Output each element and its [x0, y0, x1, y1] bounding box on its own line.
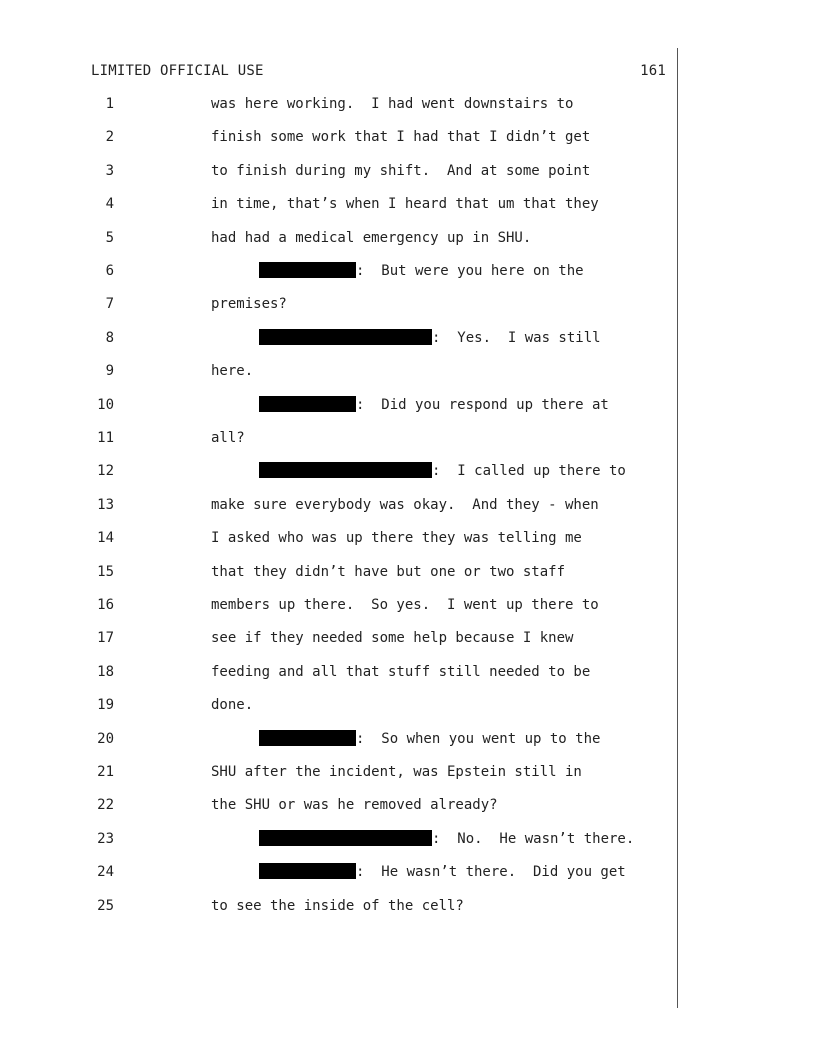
line-text-content: done.: [211, 697, 254, 714]
line-text-content: SHU after the incident, was Epstein still in: [211, 764, 582, 780]
line-text-content: feeding and all that stuff still needed to be: [211, 663, 591, 680]
line-number: 20: [97, 730, 114, 747]
transcript-line: [0, 628, 677, 648]
line-number: 22: [97, 797, 114, 814]
line-text: [211, 896, 464, 916]
line-text-content: members up there. So yes. I went up there to: [211, 597, 599, 613]
transcript-line: [0, 161, 677, 181]
line-number: 25: [97, 897, 114, 914]
line-number: 17: [97, 630, 114, 647]
line-text-content: finish some work that I had that I didn’t get: [211, 129, 591, 146]
transcript-line: [0, 428, 677, 448]
line-text-content: make sure everybody was okay. And they - when: [211, 496, 599, 513]
line-text-content: : Yes. I was still: [432, 329, 601, 346]
right-margin-rule: [677, 48, 678, 1008]
line-number: 16: [97, 597, 114, 613]
line-text-content: premises?: [211, 296, 287, 313]
line-number: 9: [105, 363, 114, 380]
line-text: [259, 461, 626, 481]
line-number: 2: [105, 129, 114, 146]
transcript-line: [0, 361, 677, 381]
line-text-content: : No. He wasn’t there.: [432, 830, 635, 847]
line-number: 18: [97, 663, 114, 680]
line-text-content: the SHU or was he removed already?: [211, 797, 498, 814]
transcript-line: [0, 228, 677, 248]
line-text: [211, 228, 531, 248]
line-text-content: : Did you respond up there at: [356, 396, 609, 413]
line-number: 7: [105, 296, 114, 313]
line-text-content: to finish during my shift. And at some point: [211, 162, 591, 179]
line-text: [259, 395, 609, 415]
line-text-content: : He wasn’t there. Did you get: [356, 864, 626, 881]
line-text: [211, 695, 253, 715]
transcript-line: [0, 294, 677, 314]
line-number: 13: [97, 496, 114, 513]
transcript-line: [0, 562, 677, 582]
line-number: 8: [105, 329, 114, 346]
page-number: 161: [640, 63, 666, 79]
redaction-bar: [259, 863, 356, 879]
redaction-bar: [259, 262, 356, 278]
line-text: [211, 495, 599, 515]
line-text-content: to see the inside of the cell?: [211, 897, 464, 914]
line-number: 10: [97, 396, 114, 413]
line-text-content: had had a medical emergency up in SHU.: [211, 229, 532, 246]
line-text: [211, 528, 582, 548]
line-number: 3: [105, 162, 114, 179]
line-text-content: all?: [211, 430, 245, 446]
redaction-bar: [259, 396, 356, 412]
line-text: [211, 762, 582, 782]
classification-header: LIMITED OFFICIAL USE: [91, 63, 264, 79]
line-number: 4: [105, 196, 114, 213]
transcript-line: [0, 328, 677, 348]
transcript-line: [0, 762, 677, 782]
line-text: [211, 595, 599, 615]
transcript-line: [0, 461, 677, 481]
transcript-line: [0, 729, 677, 749]
transcript-line: [0, 862, 677, 882]
redaction-bar: [259, 830, 432, 846]
line-text: [259, 328, 601, 348]
line-text: [211, 161, 590, 181]
line-number: 12: [97, 463, 114, 480]
line-number: 5: [105, 229, 114, 246]
line-number: 15: [97, 563, 114, 580]
transcript-line: [0, 495, 677, 515]
line-text: [211, 428, 245, 448]
transcript-line: [0, 94, 677, 114]
line-text: [211, 127, 590, 147]
line-text: [259, 862, 626, 882]
line-text: [211, 361, 253, 381]
line-number: 14: [97, 530, 114, 547]
line-text: [259, 829, 634, 849]
line-text: [259, 729, 600, 749]
redaction-bar: [259, 730, 356, 746]
transcript-line: [0, 395, 677, 415]
transcript-line: [0, 261, 677, 281]
line-number: 19: [97, 697, 114, 714]
line-number: 21: [97, 764, 114, 780]
transcript-line: [0, 829, 677, 849]
line-text-content: : I called up there to: [432, 463, 626, 480]
transcript-line: [0, 595, 677, 615]
transcript-line: [0, 194, 677, 214]
transcript-line: [0, 896, 677, 916]
line-text: [211, 294, 287, 314]
line-text: [211, 795, 498, 815]
line-text-content: I asked who was up there they was telling me: [211, 530, 582, 547]
line-text-content: was here working. I had went downstairs to: [211, 96, 574, 112]
line-text-content: here.: [211, 363, 254, 380]
transcript-line: [0, 662, 677, 682]
line-text-content: : But were you here on the: [356, 263, 584, 279]
line-text: [211, 562, 565, 582]
line-text: [259, 261, 584, 281]
redaction-bar: [259, 329, 432, 345]
line-text: [211, 662, 590, 682]
transcript-line: [0, 528, 677, 548]
line-number: 6: [105, 263, 114, 279]
line-number: 1: [105, 96, 114, 112]
line-number: 11: [97, 430, 114, 446]
transcript-line: [0, 795, 677, 815]
line-text: [211, 628, 573, 648]
line-text: [211, 194, 599, 214]
line-text-content: : So when you went up to the: [356, 730, 601, 747]
transcript-line: [0, 127, 677, 147]
line-text-content: see if they needed some help because I knew: [211, 630, 574, 647]
line-number: 23: [97, 830, 114, 847]
transcript-line: [0, 695, 677, 715]
line-text-content: in time, that’s when I heard that um that they: [211, 196, 599, 213]
line-text: [211, 94, 573, 114]
line-number: 24: [97, 864, 114, 881]
redaction-bar: [259, 462, 432, 478]
line-text-content: that they didn’t have but one or two staff: [211, 563, 566, 580]
